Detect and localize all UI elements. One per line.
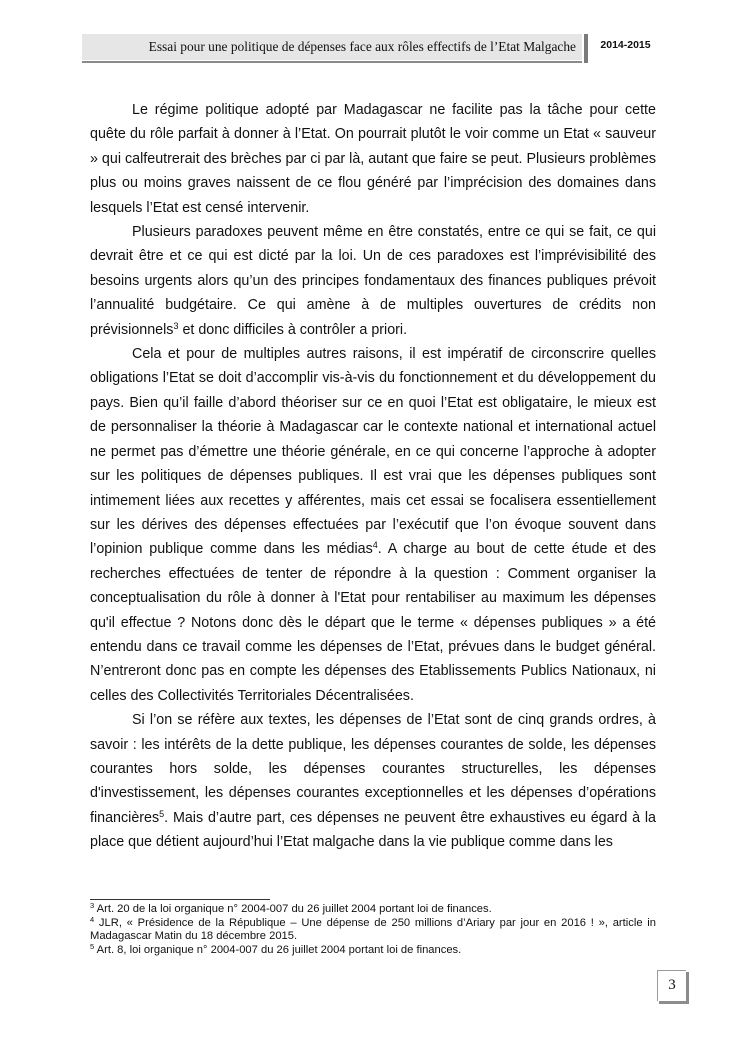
- footnote: [90, 903, 656, 917]
- paragraph-text: et donc difficiles à contrôler a priori.: [178, 321, 408, 338]
- header-separator: [584, 34, 588, 63]
- paragraph-4: [90, 708, 656, 854]
- footnote-text: Art. 20 de la loi organique n° 2004-007 du 26 juillet 2004 portant loi de finances.: [94, 903, 492, 915]
- footnotes: [90, 903, 656, 957]
- footnote-ref[interactable]: 4: [372, 540, 378, 551]
- header-year: 2014-2015: [600, 39, 651, 51]
- paragraph-text: Si l’on se réfère aux textes, les dépenses de l’Etat sont de cinq grands ordres, à savoir : les intérêts de la dette publique, les dépenses courantes de solde, les dépenses courantes hors solde, les dépenses courantes structurelles, les dépenses d'investissement, les dépenses courantes exceptionnelles et les dépenses d’opérations financières: [90, 712, 656, 826]
- running-header: [82, 34, 664, 62]
- footnote-number: 4: [90, 914, 95, 924]
- footnote: [90, 914, 656, 944]
- paragraph-2: [90, 220, 656, 342]
- page-number: 3: [657, 970, 686, 1001]
- footnote: [90, 941, 656, 958]
- paragraph-3: [90, 342, 656, 708]
- paragraph-text: Cela et pour de multiples autres raisons, il est impératif de circonscrire quelles obligations l’Etat se doit d’accomplir vis-à-vis du fonctionnement et du développement du pays. Bien qu’il faille d’abord théoriser sur ce en quoi l’Etat est obligataire, le mieux est de personnaliser la théorie à Madagascar car le contexte national et international actuel ne permet pas d’émettre une théorie générale, en ce qui concerne l’approche à adopter sur les politiques de dépenses publiques. Il est vrai que les dépenses publiques sont intimement liées aux recettes y afférentes, mais cet essai se focalisera essentiellement sur les dérives des dépenses effectuées par l’exécutif que l’on évoque souvent dans l’opinion publique comme dans les médias: [90, 346, 656, 558]
- paragraph-1: [90, 98, 656, 220]
- footnote-ref[interactable]: 5: [159, 808, 165, 819]
- page-number-shadow: [686, 972, 689, 1003]
- header-title: Essai pour une politique de dépenses face aux rôles effectifs de l’Etat Malgache: [82, 34, 582, 60]
- footnote-text: JLR, « Présidence de la République – Une dépense de 250 millions d’Ariary par jour en 2016 ! », article in Madagascar Matin du 18 décembre 2015.: [90, 916, 656, 943]
- paragraph-text: Le régime politique adopté par Madagascar ne facilite pas la tâche pour cette quête du rôle parfait à donner à l’Etat. On pourrait plutôt le voir comme un Etat « sauveur » qui calfeutrerait des brèches par ci par là, autant que faire se peut. Plusieurs problèmes plus ou moins graves naissent de ce flou généré par l’imprécision des domaines dans lesquels l’Etat est censé intervenir.: [90, 102, 656, 216]
- paragraph-text: Plusieurs paradoxes peuvent même en être constatés, entre ce qui se fait, ce qui devrait être et ce qui est dicté par la loi. Un de ces paradoxes est l’imprévisibilité des besoins urgents alors qu’un des principes fondamentaux des finances publiques prévoit l’annualité budgétaire. Ce qui amène à de multiples ouvertures de crédits non prévisionnels: [90, 224, 656, 338]
- body-text: [90, 98, 656, 855]
- page-number-shadow: [659, 1001, 689, 1004]
- footnote-ref[interactable]: 3: [173, 320, 179, 331]
- footnote-number: 5: [90, 941, 95, 951]
- paragraph-text: . A charge au bout de cette étude et des recherches effectuées de tenter de répondre à la question : Comment organiser la conceptualisation du rôle à donner à l'Etat pour rentabiliser au maximum les dépenses qu'il effectue ? Notons donc dès le départ que le terme « dépenses publiques » a été entendu dans ce travail comme les dépenses de l’Etat, prévues dans le budget général. N’entreront donc pas en compte les dépenses des Etablissements Publics Nationaux, ni celles des Collectivités Territoriales Décentralisées.: [90, 541, 656, 704]
- footnote-number: 3: [90, 901, 95, 910]
- paragraph-text: . Mais d’autre part, ces dépenses ne peuvent être exhaustives eu égard à la place que détient aujourd’hui l’Etat malgache dans la vie publique comme dans les: [90, 809, 656, 851]
- footnote-text: Art. 8, loi organique n° 2004-007 du 26 juillet 2004 portant loi de finances.: [94, 943, 462, 956]
- footnote-divider: [90, 899, 270, 900]
